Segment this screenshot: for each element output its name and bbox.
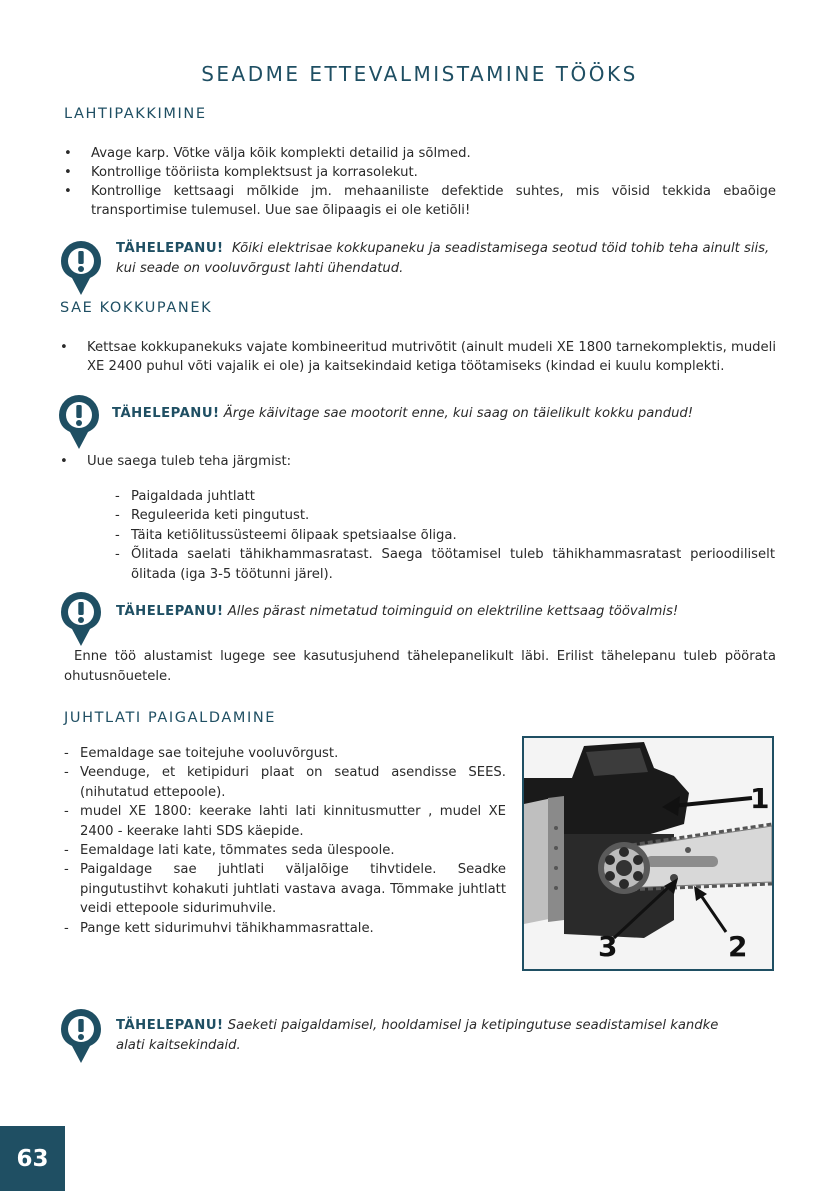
notice-label: TÄHELEPANU!	[116, 604, 224, 619]
list-item: • Kettsae kokkupanekuks vajate kombineeritud mutrivõtit (ainult mudeli XE 1800 tarnekomplektis, mudeli XE 2400 puhul võti vajalik ei ole) ja kaitsekindaid ketiga töötamiseks (kindad ei kuulu komplekti.	[60, 338, 776, 376]
list-item: • Avage karp. Võtke välja kõik komplekti detailid ja sõlmed.	[64, 144, 776, 163]
section-heading-unpacking: LAHTIPAKKIMINE	[64, 106, 207, 122]
list-item: - Õlitada saelati tähikhammasratast. Saega töötamisel tuleb tähikhammasratast perioodiliselt õlitada (iga 3-5 töötunni järel).	[115, 545, 775, 584]
list-item: • Uue saega tuleb teha järgmist:	[60, 452, 776, 471]
list-item: - Veenduge, et ketipiduri plaat on seatud asendisse SEES. (nihutatud ettepoole).	[64, 763, 506, 802]
notice-unpacking	[116, 239, 776, 279]
notice-text: Saeketi paigaldamisel, hooldamisel ja ketipingutuse seadistamisel kandke alati kaitsekindaid.	[116, 1018, 719, 1053]
list-item: - Pange kett sidurimuhvi tähikhammasrattale.	[64, 919, 506, 938]
figure-label-3: 3	[598, 930, 618, 963]
list-item: - Täita ketiõlitussüsteemi õlipaak spetsiaalse õliga.	[115, 526, 775, 545]
notice-label: TÄHELEPANU!	[116, 1018, 224, 1033]
notice-text: Alles pärast nimetatud toiminguid on elektriline kettsaag töövalmis!	[227, 604, 679, 619]
notice-icon	[60, 240, 102, 296]
guide-bar-steps	[64, 744, 506, 938]
list-item: - mudel XE 1800: keerake lahti lati kinnitusmutter , mudel XE 2400 - keerake lahti SDS käepide.	[64, 802, 506, 841]
list-item: - Paigaldage sae juhtlati väljalõige tihvtidele. Seadke pingutustihvt kohakuti juhtlati vastava avaga. Tõmmake juhtlatt veidi ettepoole sidurimuhvile.	[64, 860, 506, 918]
notice-assembly	[112, 404, 776, 424]
section-heading-guide-bar: JUHTLATI PAIGALDAMINE	[64, 710, 277, 726]
notice-text: Ärge käivitage sae mootorit enne, kui saag on täielikult kokku pandud!	[223, 406, 694, 421]
assembly-steps	[115, 487, 775, 584]
chainsaw-figure	[522, 736, 774, 971]
notice-gloves	[116, 1016, 736, 1056]
page-title: SEADME ETTEVALMISTAMINE TÖÖKS	[201, 62, 638, 86]
list-item: • Kontrollige tööriista komplektsust ja korrasolekut.	[64, 163, 776, 182]
notice-ready	[116, 602, 776, 622]
list-item: - Eemaldage lati kate, tõmmates seda ülespoole.	[64, 841, 506, 860]
intro-paragraph: Enne töö alustamist lugege see kasutusjuhend tähelepanelikult läbi. Erilist tähelepanu tuleb pöörata ohutusnõuetele.	[64, 649, 776, 684]
notice-text: Kõiki elektrisae kokkupaneku ja seadistamisega seotud töid tohib teha ainult siis, kui seade on vooluvõrgust lahti ühendatud.	[116, 241, 770, 276]
figure-label-2: 2	[728, 930, 748, 963]
page-number: 63	[0, 1126, 65, 1191]
list-item: - Reguleerida keti pingutust.	[115, 506, 775, 525]
list-item: - Paigaldada juhtlatt	[115, 487, 775, 506]
notice-label: TÄHELEPANU!	[116, 241, 224, 256]
notice-icon	[60, 591, 102, 647]
unpacking-list	[64, 144, 776, 220]
assembly-list	[60, 338, 776, 376]
list-item: - Eemaldage sae toitejuhe vooluvõrgust.	[64, 744, 506, 763]
figure-label-1: 1	[750, 782, 770, 815]
list-item: • Kontrollige kettsaagi mõlkide jm. mehaaniliste defektide suhtes, mis võisid tekkida ebaõige transportimise tulemusel. Uue sae õlipaagis ei ole ketiõli!	[64, 182, 776, 220]
notice-label: TÄHELEPANU!	[112, 406, 220, 421]
notice-icon	[58, 394, 100, 450]
assembly-list-2	[60, 452, 776, 471]
section-heading-assembly: SAE KOKKUPANEK	[60, 300, 213, 316]
notice-icon	[60, 1008, 102, 1064]
